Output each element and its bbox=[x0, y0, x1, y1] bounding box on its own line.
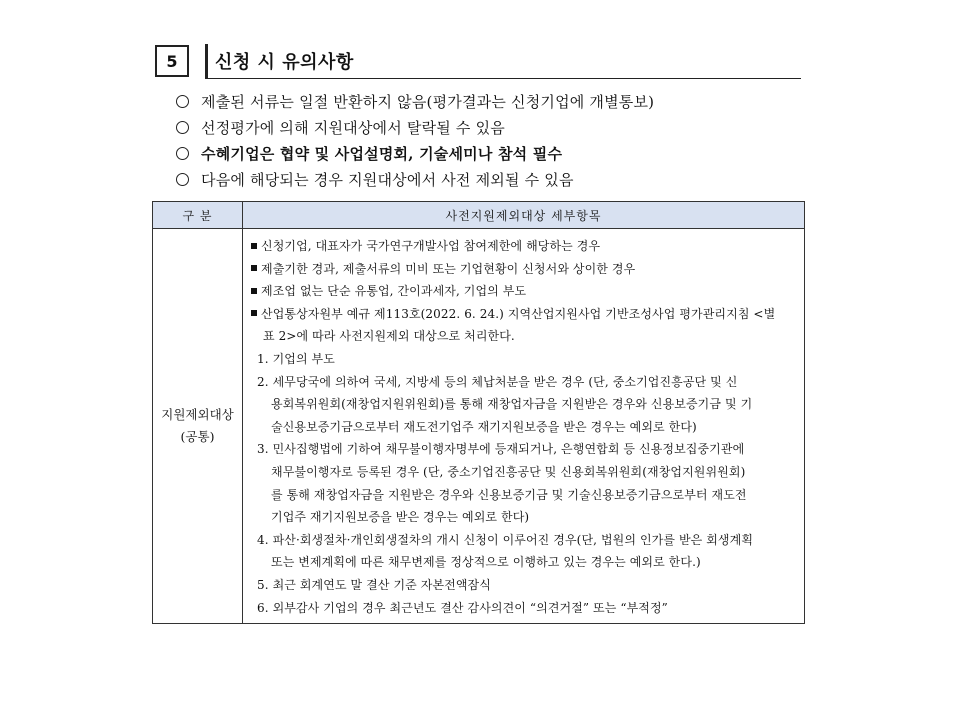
table-row bbox=[153, 229, 805, 624]
category-sublabel: (공통) bbox=[180, 429, 215, 445]
circle-bullet-icon bbox=[176, 121, 189, 134]
detail-line: 5. 최근 회계연도 말 결산 기준 자본전액잠식 bbox=[257, 577, 491, 592]
circle-bullet-icon bbox=[176, 147, 189, 160]
section-title: 신청 시 유의사항 bbox=[215, 52, 354, 73]
category-cell bbox=[153, 229, 243, 624]
detail-line: 1. 기업의 부도 bbox=[257, 351, 335, 366]
exclusion-table bbox=[152, 201, 805, 624]
detail-line: 기업주 재기지원보증을 받은 경우는 예외로 한다) bbox=[271, 510, 530, 525]
note-item bbox=[176, 166, 816, 192]
square-bullet-icon bbox=[251, 288, 257, 294]
table-header-row bbox=[153, 202, 805, 229]
detail-line: 신청기업, 대표자가 국가연구개발사업 참여제한에 해당하는 경우 bbox=[249, 235, 798, 258]
header-details: 사전지원제외대상 세부항목 bbox=[243, 202, 805, 229]
note-text: 제출된 서류는 일절 반환하지 않음(평가결과는 신청기업에 개별통보) bbox=[201, 92, 655, 111]
detail-line: 2. 세무당국에 의하여 국세, 지방세 등의 체납처분을 받은 경우 (단, 중소기업진흥공단 및 신 bbox=[257, 374, 738, 389]
square-bullet-icon bbox=[251, 265, 257, 271]
circle-bullet-icon bbox=[176, 173, 189, 186]
section-header bbox=[155, 44, 801, 80]
detail-line: 제조업 없는 단순 유통업, 간이과세자, 기업의 부도 bbox=[249, 280, 798, 303]
square-bullet-icon bbox=[251, 243, 257, 249]
title-underline bbox=[205, 78, 801, 79]
detail-line: 4. 파산·회생절차·개인회생절차의 개시 신청이 이루어진 경우(단, 법원의 인가를 받은 회생계획 bbox=[257, 532, 754, 547]
detail-line: 3. 민사집행법에 기하여 채무불이행자명부에 등재되거나, 은행연합회 등 신용정보집중기관에 bbox=[257, 442, 745, 457]
note-text: 다음에 해당되는 경우 지원대상에서 사전 제외될 수 있음 bbox=[201, 170, 574, 189]
title-divider bbox=[205, 44, 208, 78]
note-item-required bbox=[176, 140, 816, 166]
details-cell bbox=[243, 229, 805, 624]
detail-line: 용회복위원회(재창업지원위원회)를 통해 재창업자금을 지원받은 경우와 신용보증기금 및 기 bbox=[271, 397, 753, 412]
detail-line: 를 통해 재창업자금을 지원받은 경우와 신용보증기금 및 기술신용보증기금으로부터 재도전 bbox=[271, 487, 747, 502]
detail-line: 표 2>에 따라 사전지원제외 대상으로 처리한다. bbox=[263, 329, 515, 344]
note-item bbox=[176, 88, 816, 114]
detail-line: 또는 변제계획에 따른 채무변제를 정상적으로 이행하고 있는 경우는 예외로 한다.) bbox=[271, 555, 701, 570]
detail-line: 채무불이행자로 등록된 경우 (단, 중소기업진흥공단 및 신용회복위원회(재창업지원위원회) bbox=[271, 464, 746, 479]
square-bullet-icon bbox=[251, 310, 257, 316]
note-text: 수혜기업은 협약 및 사업설명회, 기술세미나 참석 필수 bbox=[201, 144, 563, 163]
detail-line: 제출기한 경과, 제출서류의 미비 또는 기업현황이 신청서와 상이한 경우 bbox=[249, 258, 798, 281]
detail-line: 술신용보증기금으로부터 재도전기업주 재기지원보증을 받은 경우는 예외로 한다) bbox=[271, 419, 697, 434]
note-item bbox=[176, 114, 816, 140]
category-label: 지원제외대상 bbox=[161, 407, 234, 423]
section-number: 5 bbox=[155, 45, 189, 77]
circle-bullet-icon bbox=[176, 95, 189, 108]
detail-line: 6. 외부감사 기업의 경우 최근년도 결산 감사의견이 “의견거절” 또는 “부적정” bbox=[257, 600, 668, 615]
detail-line: 산업통상자원부 예규 제113호(2022. 6. 24.) 지역산업지원사업 기반조성사업 평가관리지침 <별 bbox=[249, 303, 798, 326]
notes-list bbox=[176, 88, 816, 192]
note-text: 선정평가에 의해 지원대상에서 탈락될 수 있음 bbox=[201, 118, 505, 137]
header-category: 구 분 bbox=[153, 202, 243, 229]
